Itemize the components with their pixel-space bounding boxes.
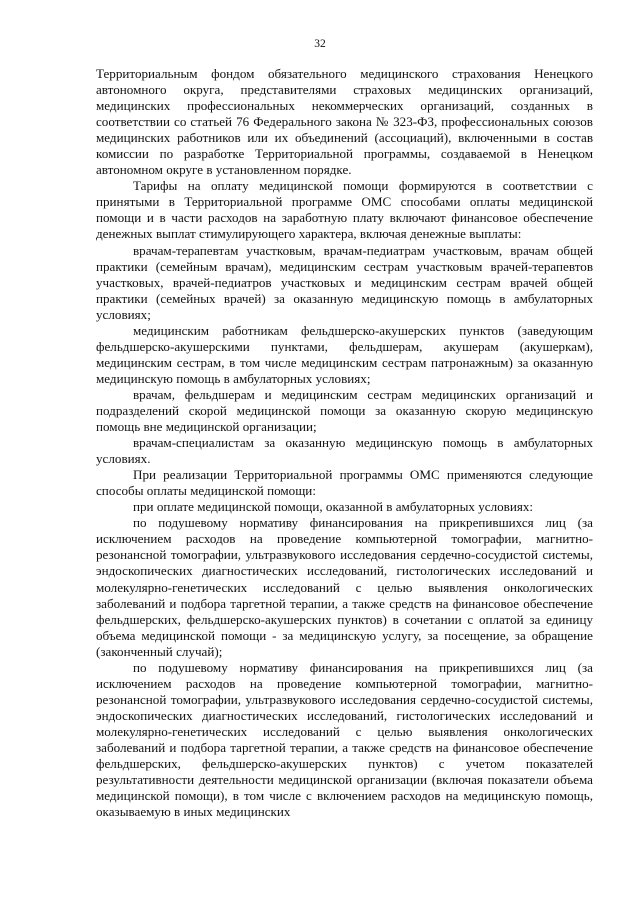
page-number: 32 (314, 38, 326, 50)
paragraph-1: Территориальным фондом обязательного медицинского страхования Ненецкого автономного округа, представителями страховых медицинских организаций, медицинских профессиональных некоммерческих организаций, созданных в соответствии со статьей 76 Федерального закона № 323-ФЗ, профессиональных союзов медицинских работников или их объединений (ассоциаций), включенными в состав комиссии по разработке Территориальной программы, создаваемой в Ненецком автономном округе в установленном порядке. (96, 66, 593, 178)
paragraph-emergency: врачам, фельдшерам и медицинским сестрам медицинских организаций и подразделений скорой медицинской помощи за оказанную скорую медицинскую помощь вне медицинской организации; (96, 386, 593, 435)
paragraph-specialists: врачам-специалистам за оказанную медицинскую помощь в амбулаторных условиях. (96, 435, 593, 467)
document-body (96, 66, 593, 820)
paragraph-feldsher-points: медицинским работникам фельдшерско-акушерских пунктов (заведующим фельдшерско-акушерскими пунктами, фельдшерам, акушерам (акушеркам), медицинским сестрам, в том числе медицинским сестрам патронажным) за оказанную медицинскую помощь в амбулаторных условиях; (96, 322, 593, 386)
paragraph-tariffs: Тарифы на оплату медицинской помощи формируются в соответствии с принятыми в Территориальной программе ОМС способами оплаты медицинской помощи и в части расходов на заработную плату включают финансовое обеспечение денежных выплат стимулирующего характера, включая денежные выплаты: (96, 178, 593, 242)
paragraph-therapists: врачам-терапевтам участковым, врачам-педиатрам участковым, врачам общей практики (семейным врачам), медицинским сестрам участковым врачей-терапевтов участковых, врачей-педиатров участковых и медицинским сестрам врачей общей практики (семейных врачей) за оказанную медицинскую помощь в амбулаторных условиях; (96, 242, 593, 322)
paragraph-outpatient: при оплате медицинской помощи, оказанной в амбулаторных условиях: (133, 499, 534, 515)
paragraph-payment-methods: При реализации Территориальной программы ОМС применяются следующие способы оплаты медицинской помощи: (96, 467, 593, 499)
paragraph-per-capita-1: по подушевому нормативу финансирования на прикрепившихся лиц (за исключением расходов на проведение компьютерной томографии, магнитно-резонансной томографии, ультразвукового исследования сердечно-сосудистой системы, эндоскопических диагностических исследований, гистологических исследований и молекулярно-генетических исследований с целью выявления онкологических заболеваний и подбора таргетной терапии, а также средств на финансовое обеспечение фельдшерских, фельдшерско-акушерских пунктов) в сочетании с оплатой за единицу объема медицинской помощи - за медицинскую услугу, за посещение, за обращение (законченный случай); (96, 515, 593, 659)
paragraph-per-capita-2: по подушевому нормативу финансирования на прикрепившихся лиц (за исключением расходов на проведение компьютерной томографии, магнитно-резонансной томографии, ультразвукового исследования сердечно-сосудистой системы, эндоскопических диагностических исследований, гистологических исследований и молекулярно-генетических исследований с целью выявления онкологических заболеваний и подбора таргетной терапии, а также средств на финансовое обеспечение фельдшерских, фельдшерско-акушерских пунктов) с учетом показателей результативности деятельности медицинской организации (включая показатели объема медицинской помощи), в том числе с включением расходов на медицинскую помощь, оказываемую в иных медицинских (96, 659, 593, 820)
